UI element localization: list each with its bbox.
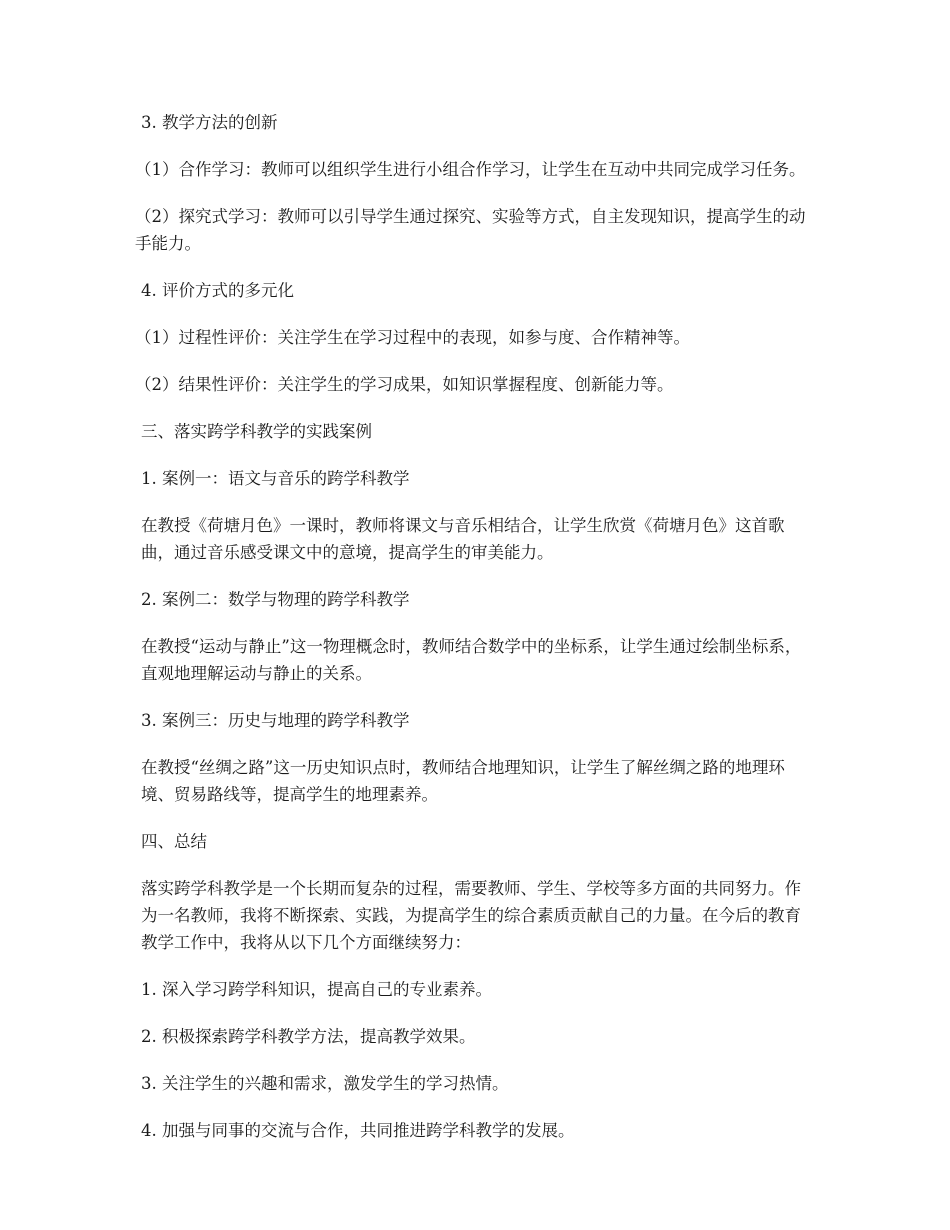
section-heading-evaluation: 4. 评价方式的多元化 — [141, 281, 294, 300]
summary-item-1: 1. 深入学习跨学科知识，提高自己的专业素养。 — [141, 980, 492, 999]
case-heading-1: 1. 案例一：语文与音乐的跨学科教学 — [141, 469, 410, 488]
item-inquiry-learning: （2）探究式学习：教师可以引导学生通过探究、实验等方式，自主发现知识，提高学生的动手能力。 — [135, 207, 806, 253]
case-body-2: 在教授“运动与静止”这一物理概念时，教师结合数学中的坐标系，让学生通过绘制坐标系，直观地理解运动与静止的关系。 — [141, 637, 802, 683]
chapter-heading-summary: 四、总结 — [141, 832, 207, 851]
chapter-heading-practice-cases: 三、落实跨学科教学的实践案例 — [141, 422, 372, 441]
item-process-evaluation: （1）过程性评价：关注学生在学习过程中的表现，如参与度、合作精神等。 — [135, 328, 690, 347]
item-result-evaluation: （2）结果性评价：关注学生的学习成果，如知识掌握程度、创新能力等。 — [135, 375, 674, 394]
case-heading-2: 2. 案例二：数学与物理的跨学科教学 — [141, 590, 410, 609]
item-cooperative-learning: （1）合作学习：教师可以组织学生进行小组合作学习，让学生在互动中共同完成学习任务。 — [135, 160, 806, 179]
summary-item-3: 3. 关注学生的兴趣和需求，激发学生的学习热情。 — [141, 1074, 509, 1093]
summary-body: 落实跨学科教学是一个长期而复杂的过程，需要教师、学生、学校等多方面的共同努力。作为一名教师，我将不断探索、实践，为提高学生的综合素质贡献自己的力量。在今后的教育教学工作中，我将从以下几个方面继续努力： — [141, 879, 801, 952]
case-body-1: 在教授《荷塘月色》一课时，教师将课文与音乐相结合，让学生欣赏《荷塘月色》这首歌曲，通过音乐感受课文中的意境，提高学生的审美能力。 — [141, 516, 785, 562]
summary-item-4: 4. 加强与同事的交流与合作，共同推进跨学科教学的发展。 — [141, 1121, 575, 1140]
summary-item-2: 2. 积极探索跨学科教学方法，提高教学效果。 — [141, 1027, 476, 1046]
case-heading-3: 3. 案例三：历史与地理的跨学科教学 — [141, 711, 410, 730]
case-body-3: 在教授“丝绸之路”这一历史知识点时，教师结合地理知识，让学生了解丝绸之路的地理环境、贸易路线等，提高学生的地理素养。 — [141, 758, 785, 804]
document-page — [135, 109, 811, 1164]
section-heading-teaching-methods: 3. 教学方法的创新 — [141, 113, 278, 132]
